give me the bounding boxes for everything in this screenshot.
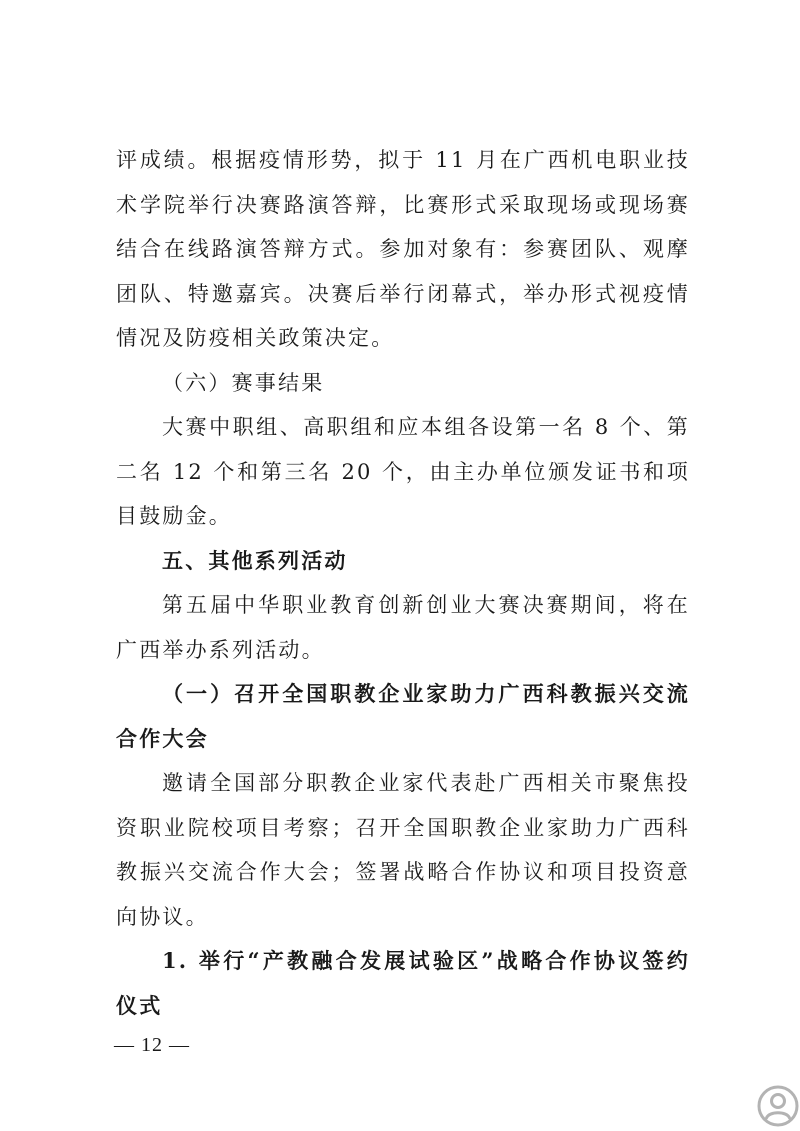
heading-other-activities: 五、其他系列活动 xyxy=(162,547,348,573)
heading-competition-results: （六）赛事结果 xyxy=(162,370,325,395)
paragraph-conference-details: 邀请全国部分职教企业家代表赴广西相关市聚焦投资职业院校项目考察；召开全国职教企业家助力广西科教振兴交流合作大会；签署战略合作协议和项目投资意向协议。 xyxy=(116,771,690,929)
paragraph-activities-intro: 第五届中华职业教育创新创业大赛决赛期间，将在广西举办系列活动。 xyxy=(116,593,690,662)
user-avatar-icon xyxy=(756,1084,800,1128)
document-body xyxy=(116,138,690,1028)
paragraph-exam-arrangement: 评成绩。根据疫情形势，拟于 11 月在广西机电职业技术学院举行决赛路演答辩，比赛形式采取现场或现场赛结合在线路演答辩方式。参加对象有：参赛团队、观摩团队、特邀嘉宾。决赛后举行闭幕式，举办形式视疫情情况及防疫相关政策决定。 xyxy=(116,148,690,350)
page-number: — 12 — xyxy=(114,1034,190,1056)
user-avatar-button[interactable] xyxy=(756,1084,800,1128)
heading-entrepreneurs-conference: （一）召开全国职教企业家助力广西科教振兴交流合作大会 xyxy=(116,681,690,751)
paragraph-awards: 大赛中职组、高职组和应本组各设第一名 8 个、第二名 12 个和第三名 20 个，由主办单位颁发证书和项目鼓励金。 xyxy=(116,415,690,528)
heading-signing-ceremony: 1. 举行“产教融合发展试验区”战略合作协议签约仪式 xyxy=(116,948,690,1018)
